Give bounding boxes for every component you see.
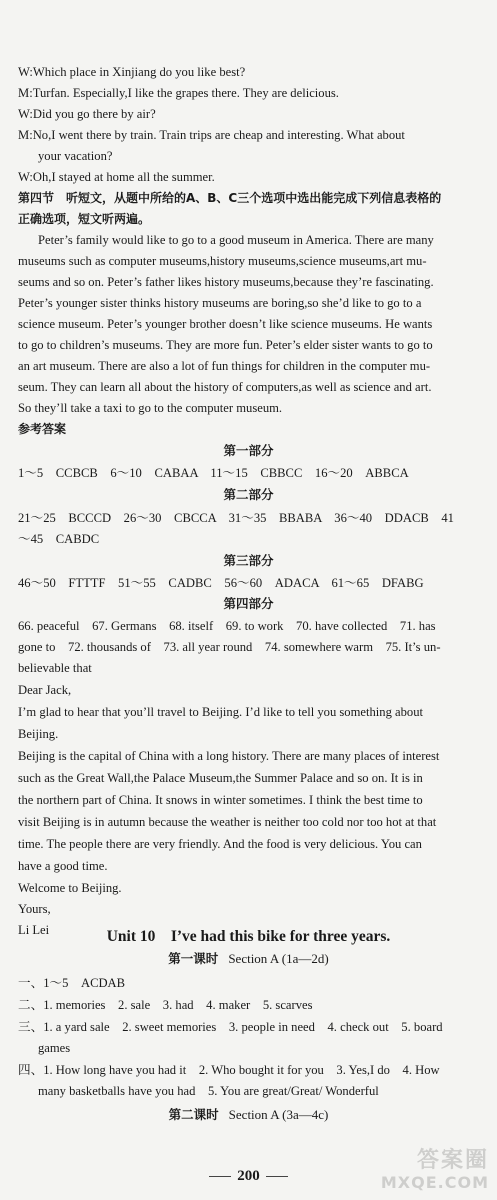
lesson-name: 第二课时	[168, 1107, 219, 1122]
passage-line: seum. They can learn all about the history of computers,as well as science and art.	[18, 380, 432, 394]
letter-signature: Li Lei	[18, 923, 50, 937]
passage-line: Peter’s younger sister thinks history museums are boring,so she’d like to go to a	[18, 296, 422, 310]
exercise-line: 二、1. memories 2. sale 3. had 4. maker 5. scarves	[18, 998, 313, 1012]
exercise-line: 四、1. How long have you had it 2. Who bought it for you 3. Yes,I do 4. How	[18, 1063, 440, 1077]
dialogue-line: M:Turfan. Especially,I like the grapes there. They are delicious.	[18, 86, 339, 100]
answer-line: ～45 CABDC	[18, 532, 100, 546]
part1-title: 第一部分	[223, 443, 274, 458]
dialogue-line: W:Did you go there by air?	[18, 107, 156, 121]
page-number-text: 200	[237, 1168, 260, 1184]
watermark-text: 答案圈	[416, 1148, 489, 1173]
letter-line: I’m glad to hear that you’ll travel to Beijing. I’d like to tell you something about	[18, 705, 424, 719]
passage-line: seums and so on. Peter’s father likes history museums,because they’re fascinating.	[18, 275, 434, 289]
exercise-line: 一、1～5 ACDAB	[18, 976, 126, 990]
lesson-section: Section A (3a—4c)	[228, 1107, 329, 1122]
dash-decoration	[209, 1176, 231, 1177]
watermark-logo	[379, 1148, 489, 1196]
lesson-heading	[0, 1106, 497, 1124]
letter-line: Beijing.	[18, 727, 59, 741]
part3-title: 第三部分	[223, 553, 274, 568]
dialogue-line: M:No,I went there by train. Train trips are cheap and interesting. What about	[18, 128, 405, 142]
dialogue-line: your vacation?	[38, 149, 113, 163]
answer-line: 66. peaceful 67. Germans 68. itself 69. to work 70. have collected 71. has	[18, 619, 436, 633]
section-instruction: 第四节 听短文，从题中所给的A、B、C三个选项中选出能完成下列信息表格的	[18, 191, 442, 205]
answer-line: gone to 72. thousands of 73. all year round 74. somewhere warm 75. It’s un-	[18, 640, 441, 654]
answer-line: 46～50 FTTTF 51～55 CADBC 56～60 ADACA 61～65 DFABG	[18, 576, 424, 590]
passage-line: an art museum. There are also a lot of fun things for children in the computer mu-	[18, 359, 431, 373]
passage-line: science museum. Peter’s younger brother doesn’t like science museums. He wants	[18, 317, 433, 331]
letter-line: the northern part of China. It snows in winter sometimes. I think the best time to	[18, 793, 423, 807]
section-instruction: 正确选项，短文听两遍。	[18, 212, 151, 226]
lesson-heading	[0, 950, 497, 968]
dialogue-line: W:Oh,I stayed at home all the summer.	[18, 170, 215, 184]
part2-title: 第二部分	[223, 487, 274, 502]
dialogue-line: W:Which place in Xinjiang do you like best?	[18, 65, 246, 79]
letter-line: such as the Great Wall,the Palace Museum,the Summer Palace and so on. It is in	[18, 771, 423, 785]
letter-line: time. The people there are very friendly. And the food is very delicious. You can	[18, 837, 422, 851]
letter-line: Welcome to Beijing.	[18, 881, 122, 895]
letter-line: Dear Jack,	[18, 683, 72, 697]
answer-line: 1～5 CCBCB 6～10 CABAA 11～15 CBBCC 16～20 ABBCA	[18, 466, 409, 480]
answer-line: believable that	[18, 661, 92, 675]
exercise-line: many basketballs have you had 5. You are great/Great/ Wonderful	[38, 1084, 379, 1098]
watermark-url: MXQE.COM	[380, 1173, 489, 1192]
answer-line: 21～25 BCCCD 26～30 CBCCA 31～35 BBABA 36～40 DDACB 41	[18, 511, 454, 525]
lesson-name: 第一课时	[168, 951, 219, 966]
exercise-line: games	[38, 1041, 71, 1055]
passage-line: museums such as computer museums,history museums,science museums,art mu-	[18, 254, 427, 268]
unit-title: Unit 10 I’ve had this bike for three years.	[106, 928, 391, 945]
answers-title: 参考答案	[18, 422, 67, 436]
letter-line: Beijing is the capital of China with a long history. There are many places of interest	[18, 749, 440, 763]
lesson-section: Section A (1a—2d)	[228, 951, 329, 966]
letter-line: visit Beijing is in autumn because the weather is neither too cold nor too hot at that	[18, 815, 437, 829]
dash-decoration	[266, 1176, 288, 1177]
passage-line: So they’ll take a taxi to go to the computer museum.	[18, 401, 283, 415]
exercise-line: 三、1. a yard sale 2. sweet memories 3. people in need 4. check out 5. board	[18, 1020, 443, 1034]
letter-line: have a good time.	[18, 859, 108, 873]
passage-line: Peter’s family would like to go to a good museum in America. There are many	[38, 233, 434, 247]
part4-title: 第四部分	[223, 596, 274, 611]
letter-line: Yours,	[18, 902, 51, 916]
passage-line: to go to children’s museums. They are more fun. Peter’s elder sister wants to go to	[18, 338, 433, 352]
